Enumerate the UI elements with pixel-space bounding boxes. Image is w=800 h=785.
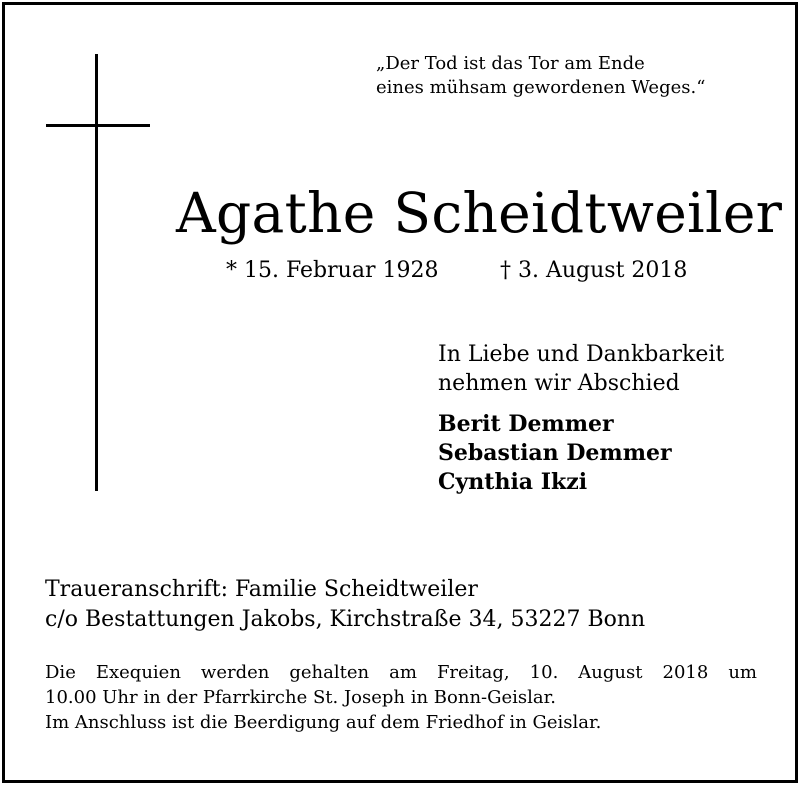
service-line: Im Anschluss ist die Beerdigung auf dem Friedhof in Geislar. bbox=[45, 712, 602, 733]
death-date: † 3. August 2018 bbox=[500, 258, 688, 283]
farewell-line: nehmen wir Abschied bbox=[438, 371, 680, 396]
farewell-text bbox=[438, 340, 724, 398]
service-line: 10.00 Uhr in der Pfarrkirche St. Joseph in Bonn-Geislar. bbox=[45, 687, 556, 708]
mourners-list bbox=[438, 410, 672, 497]
service-line: Die Exequien werden gehalten am Freitag, 10. August 2018 um bbox=[45, 662, 757, 683]
motto-line: „Der Tod ist das Tor am Ende bbox=[376, 53, 645, 74]
mourner-name: Sebastian Demmer bbox=[438, 440, 672, 466]
address-line: Traueranschrift: Familie Scheidtweiler bbox=[45, 577, 478, 602]
motto-quote bbox=[376, 52, 756, 100]
motto-line: eines mühsam gewordenen Weges.“ bbox=[376, 77, 706, 98]
cross-icon-bar bbox=[46, 124, 150, 127]
deceased-name: Agathe Scheidtweiler bbox=[176, 181, 783, 245]
condolence-address bbox=[45, 575, 645, 635]
mourner-name: Berit Demmer bbox=[438, 411, 614, 437]
mourner-name: Cynthia Ikzi bbox=[438, 469, 588, 495]
farewell-line: In Liebe und Dankbarkeit bbox=[438, 342, 725, 367]
cross-icon bbox=[95, 54, 98, 491]
service-info bbox=[45, 660, 757, 735]
birth-date: * 15. Februar 1928 bbox=[226, 258, 439, 283]
address-line: c/o Bestattungen Jakobs, Kirchstraße 34, 53227 Bonn bbox=[45, 607, 646, 632]
